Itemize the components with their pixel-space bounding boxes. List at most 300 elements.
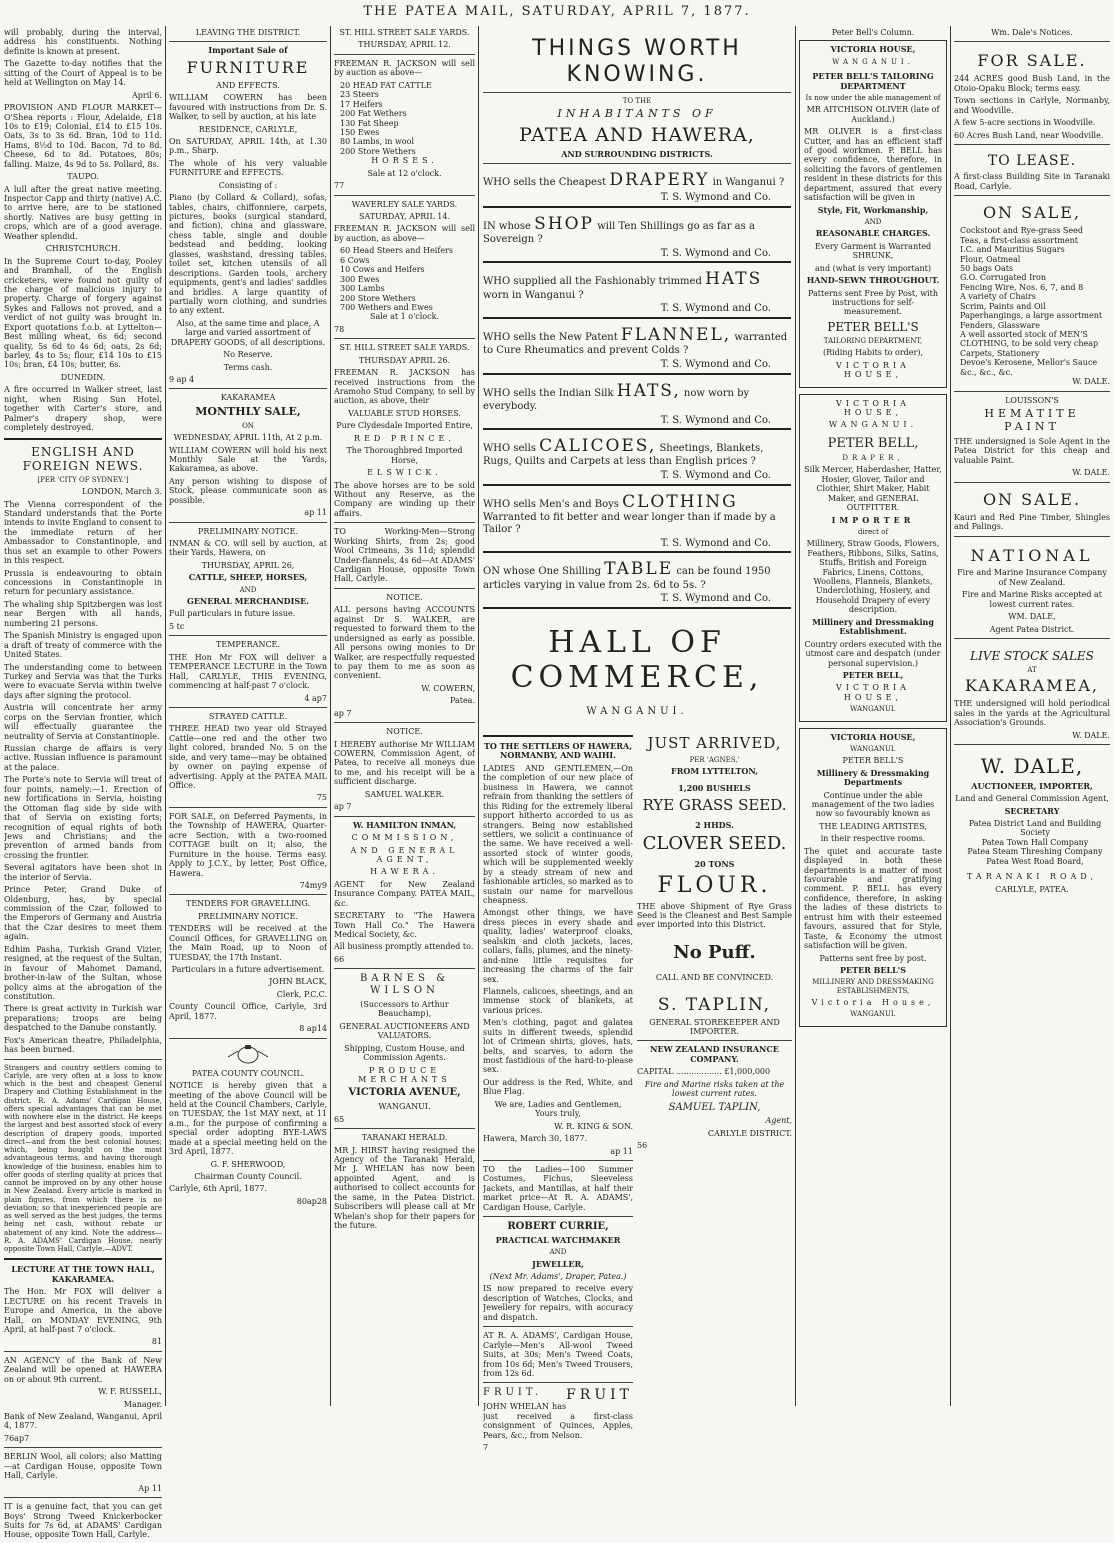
hhds-line: 2 HHDS. — [695, 819, 734, 830]
for-sale-heading: FOR SALE. — [977, 51, 1087, 71]
twk-patea-hawera: PATEA AND HAWERA, — [519, 124, 755, 147]
taplin-heading: S. TAPLIN, — [657, 994, 772, 1015]
gazette-notice: The Gazette to-day notifies that the sitting of the Court of Appeal is to be held at Wellington on May 14. — [4, 59, 162, 88]
stock-item: 200 Fat Wethers — [340, 109, 407, 119]
twk-keyword: HATS — [705, 269, 763, 290]
twk-question-tail: now worn by everybody. — [483, 387, 750, 412]
inman-agent: AGENT for New Zealand Insurance Company. PATEA MAIL, &c. — [334, 879, 475, 908]
on-sale-item: Teas, a first-class assortment — [960, 235, 1078, 245]
vh-place: WANGANUI. — [850, 1010, 896, 1019]
twk-question — [483, 381, 791, 413]
wdale-land: Land and General Commission Agent, — [955, 794, 1109, 804]
column-rule — [478, 26, 479, 1406]
news-list — [4, 500, 162, 1055]
ad-ref: 75 — [316, 793, 327, 803]
furniture-heading: FURNITURE — [186, 57, 310, 77]
on-sale-heading: ON SALE, — [982, 203, 1082, 223]
on-sale-item: I.C. and Mauritius Sugars — [960, 245, 1065, 255]
taupo-heading: TAUPO. — [67, 172, 99, 182]
stock-item: 200 Store Wethers — [340, 293, 416, 303]
ad-ref: 76ap7 — [4, 1433, 30, 1443]
tenders-particulars: Particulars in a future advertisement. — [171, 965, 325, 975]
column-rule — [165, 26, 166, 1406]
at-line: AT — [1027, 666, 1037, 675]
herald-heading: TARANAKI HERALD. — [361, 1133, 448, 1143]
tailor-dept: TAILORING DEPARTMENT, — [823, 336, 923, 345]
style-line: Style, Fit, Workmanship, — [817, 204, 929, 215]
hematite-text: THE undersigned is Sole Agent in the Patea District for this cheap and valuable Paint. — [954, 437, 1110, 465]
jackson-text: FREEMAN R. JACKSON has received instructions from the Aramoho Stud Company, to sell by auction, as above, their — [334, 368, 475, 406]
column-rule — [330, 26, 331, 1406]
leaving-heading: LEAVING THE DISTRICT. — [195, 28, 301, 37]
clover-line: CLOVER SEED. — [642, 832, 787, 854]
ad-ref: ap 11 — [304, 508, 327, 518]
particulars-line: Full particulars in future issue. — [169, 609, 296, 619]
twk-keyword: FLANNEL, — [620, 325, 732, 346]
sixty-line: 60 Acres Bush Land, near Woodville. — [954, 130, 1104, 140]
and-line: AND — [864, 218, 882, 227]
hall-of-commerce-heading: HALL OF COMMERCE, — [510, 625, 764, 696]
on-sale-item: Cockstoot and Rye-grass Seed — [960, 226, 1083, 236]
and-line: AND — [239, 585, 257, 594]
dunedin-heading: DUNEDIN. — [60, 372, 106, 382]
stock-item: 700 Wethers and Ewes — [340, 302, 433, 312]
settlers-paragraph: Flannels, calicoes, sheetings, and an immense stock of blankets, at various prices. — [483, 986, 633, 1015]
news-paragraph: The understanding come to between Turkey and Servia was that the Turks were to evacuate Servia within twelve days after signing the protocol. — [4, 662, 162, 700]
signature: W. COWERN, — [421, 683, 475, 693]
settlers-closing: We are, Ladies and Gentlemen, Yours truly, — [494, 1099, 622, 1119]
on-sale-2-heading: ON SALE. — [982, 489, 1082, 509]
victoria-house-box-3 — [799, 728, 947, 1027]
whelan-advert: JOHN WHELAN has just received a first-class consignment of Quinces, Apples, Pears, &c., from Nelson. — [483, 1402, 633, 1440]
twk-question-lead: ON whose One Shilling — [483, 566, 602, 578]
signature: W. DALE. — [1072, 468, 1110, 478]
from-line: FROM LYTTELTON, — [671, 765, 758, 776]
currie-text: IS now prepared to receive every description of Watches, Clocks, and Jewellery for repairs, with accuracy and dispatch. — [483, 1284, 633, 1322]
tenders-text: TENDERS will be received at the Council Offices, for GRAVELLING on the Main Road, up to Noon of TUESDAY, the 17th Instant. — [169, 924, 327, 962]
ad-ref: 4 ap7 — [304, 693, 327, 703]
barnes-produce: PRODUCE MERCHANTS — [358, 1065, 451, 1084]
bushels-line: 1,200 BUSHELS — [678, 783, 751, 794]
notice-heading: NOTICE. — [386, 727, 423, 737]
national-text: Fire and Marine Insurance Company of New Zealand. — [957, 568, 1107, 587]
twk-surrounding: AND SURROUNDING DISTRICTS. — [561, 148, 713, 159]
no-reserve: No Reserve. — [223, 350, 273, 360]
stock-item: 300 Lambs — [340, 284, 385, 294]
twk-answer: T. S. Wymond and Co. — [483, 538, 791, 554]
sale-date: SATURDAY, APRIL 14. — [358, 212, 451, 221]
terms-line: Terms cash. — [223, 362, 273, 372]
society-item: Patea District Land and Building Society — [968, 818, 1102, 838]
twk-answer: T. S. Wymond and Co. — [483, 192, 791, 208]
signature: G. F. SHERWOOD, — [210, 1159, 286, 1169]
news-paragraph: The Porte's note to Servia will treat of four points, namely:—1. Erection of new fortifications in Servia, hoisting the Ottoman flag side by side with that of Servia on existing forts; recognition of equal rights of both Jews and Christians; and the prevention of armed bands from crossing the frontier. — [4, 775, 162, 860]
currie-jeweller: JEWELLER, — [532, 1258, 584, 1269]
news-paragraph: Edhim Pasha, Turkish Grand Vizier, resigned, at the request of the Sultan, in favour of Mahomet Damand, brother-in-law of the Sultan, whose policy aims at the abrogation of the constitution. — [4, 944, 162, 1001]
leading-line: THE LEADING ARTISTES, — [819, 821, 927, 831]
column-peter-bell — [799, 28, 947, 1033]
sale-date: THURSDAY APRIL 26. — [358, 355, 451, 365]
tailoring-heading: PETER BELL'S TAILORING DEPARTMENT — [812, 71, 934, 91]
merchandise-line: GENERAL MERCHANDISE. — [187, 596, 309, 607]
prelim-heading: PRELIMINARY NOTICE. — [197, 911, 298, 921]
kakaramea-heading: KAKARAMEA, — [964, 676, 1100, 696]
signature: W. F. RUSSELL, — [98, 1387, 162, 1397]
sale-yards-heading: ST. HILL STREET SALE YARDS. — [339, 343, 470, 353]
signature-place: CARLYLE DISTRICT. — [707, 1128, 792, 1138]
twk-question-tail: Sheetings, Blankets, Rugs, Quilts and Carpets at less than English prices ? — [483, 443, 764, 468]
herald-notice: MR J. HIRST having resigned the Agency of the Taranaki Herald, Mr J. WHELAN has now been appointed Agent, and is authorised to collect accounts for the same, in the Patea District. Subscribers will please call at Mr Whelan's shop for their papers for the future. — [334, 1145, 475, 1231]
handsewn-line: HAND-SEWN THROUGHOUT. — [806, 275, 940, 286]
taplin-store: GENERAL STOREKEEPER AND IMPORTER. — [649, 1017, 780, 1037]
twk-list — [483, 170, 791, 609]
stock-item: 80 Lambs, in wool — [340, 137, 414, 147]
ladies-advert: TO the Ladies—100 Summer Costumes, Fichus, Sleeveless Jackets, and Mantillas, at half their market price—At R. A. ADAMS', Cardigan House, Carlyle. — [483, 1164, 633, 1212]
monthly-sale-heading: MONTHLY SALE, — [195, 404, 301, 418]
twk-question — [483, 325, 791, 357]
twk-question-tail: will Ten Shillings go as far as a Sovereign ? — [483, 220, 755, 245]
twk-to-the: TO THE — [622, 96, 652, 105]
ad-ref: 65 — [334, 1114, 345, 1124]
christchurch-heading: CHRISTCHURCH. — [45, 244, 121, 254]
on-sale-item: 50 bags Oats — [960, 263, 1014, 273]
barnes-auctioneers: GENERAL AUCTIONEERS AND VALUATORS. — [339, 1021, 470, 1041]
consisting-line: Consisting of : — [218, 180, 278, 190]
currie-heading: ROBERT CURRIE, — [507, 1221, 609, 1233]
call-line: CALL AND BE CONVINCED. — [655, 973, 774, 983]
also-line: Also, at the same time and place, A large and varied assortment of DRAPERY GOODS, of all descriptions. — [170, 318, 326, 347]
sale-date: THURSDAY, APRIL 12. — [358, 40, 451, 50]
signature: W. R. KING & SON. — [554, 1121, 633, 1131]
signature-title: Agent, — [765, 1116, 792, 1126]
twk-answer: T. S. Wymond and Co. — [483, 593, 791, 609]
twk-answer: T. S. Wymond and Co. — [483, 359, 791, 375]
twk-question-tail: in Wanganui ? — [712, 176, 785, 188]
barnes-successors: (Successors to Arthur Beauchamp), — [360, 999, 449, 1019]
hall-of-commerce-place: WANGANUI. — [586, 705, 688, 717]
sale-date: WEDNESDAY, APRIL 11th, At 2 p.m. — [173, 433, 323, 443]
twk-keyword: HATS, — [616, 380, 681, 401]
column-sales — [334, 28, 475, 1233]
horse-name: RED PRINCE. — [354, 433, 455, 443]
twk-question-tail: can be found 1950 articles varying in value from 2s. 6d to 5s. ? — [483, 566, 771, 591]
berlin-wool-advert: BERLIN Wool, all colors; also Matting —at Cardigan House, opposite Town Hall, Carlyle. — [4, 1452, 162, 1481]
sale-time: Sale at 1 o'clock. — [370, 312, 439, 322]
settlers-paragraph: LADIES AND GENTLEMEN,—On the completion of our new place of business in Hawera, we cannot refrain from thanking the settlers of this Riding for the extremely liberal support hitherto accorded to us as strangers. Being now established settlers, we solicit a continuance of the same. We have received a well-assorted stock of winter goods, which will be supplemented weekly by a steady stream of new and fashionable articles, so marked as to sustain our name for marvellous cheapness. — [483, 763, 633, 905]
vh-heading: VICTORIA HOUSE, — [830, 731, 916, 742]
wdale-auctioneer: AUCTIONEER, IMPORTER, — [971, 780, 1093, 791]
oliver-text: MR OLIVER is a first-class Cutter, and has an efficient staff of good workmen. P. BELL has every confidence, therefore, in soliciting the favors of gentlemen resident in these districts for this department, assured that every satisfaction will be given in — [804, 127, 942, 203]
stock-item: 130 Fat Sheep — [340, 118, 399, 128]
adams-advert: Strangers and country settlers coming to Carlyle, are very often at a loss to know which is the best and cheapest General Drapery and Clothing Establishment in the district. R. A. Adams' Cardigan House, offers special advantages that can be met with nowhere else in the district. He keeps the largest and best assorted stock of every description of drapery goods, imported direct—and from the best colonial houses; which, being bought on the most advantageous terms, and having thorough knowledge of the business, enables him to offer goods of sterling quality at prices that cannot be improved on by any other house in New Zealand. Every article is marked in plain figures, from which there is no deviation; so that inexperienced people are as well served as the best judges, the terms being net cash, without rebate or abatement of any kind. Note the address—R. A. ADAMS' Cardigan House, nearly opposite Town Hall, Carlyle.—ADVT. — [4, 1063, 162, 1254]
national-risks: Fire and Marine Risks accepted at lowest current rates. — [962, 590, 1102, 609]
md-heading: Millinery & Dressmaking Departments — [816, 767, 930, 788]
news-paragraph: Prussia is endeavouring to obtain concessions in Constantinople in return for pecuniary assistance. — [4, 568, 162, 597]
dunedin-report: A fire occurred in Walker street, last night, when Rising Sun Hotel, together with Carter's store, and Palmer's drapery shop, were completely destroyed. — [4, 385, 162, 433]
inman-sub: COMMISSION, — [351, 833, 458, 843]
news-paragraph: Fox's American theatre, Philadelphia, has been burned. — [4, 1035, 162, 1055]
cowern-text: WILLIAM COWERN will hold his next Monthly Sale at the Yards, Kakaramea, as above. — [169, 445, 327, 474]
settlers-paragraph: Amongst other things, we have dress pieces in every shade and quality, ladies' waterproof cloaks, sealskin and cloth jackets, laces, collars, falls, plumes, and the ninety-and-nine little requisites for increasing the charms of the fair sex. — [483, 908, 633, 984]
stock-item: 300 Ewes — [340, 274, 380, 284]
twk-question-lead: WHO sells the New Patent — [483, 332, 618, 344]
council-notice: NOTICE is hereby given that a meeting of the above Council will be held at the Council Chambers, Carlyle, on TUESDAY, the 1st MAY next, at 11 a.m., for the purpose of confirming a special order adopting BYE-LAWS made at a special meeting held on the 3rd April, 1877. — [169, 1081, 327, 1157]
column-auctions — [169, 28, 327, 1209]
pb-heading: PETER BELL'S — [827, 319, 919, 334]
pb-heading: PETER BELL'S — [842, 756, 904, 766]
news-paragraph: Prince Peter, Grand Duke of Oldenburg, has, by special commission of the Czar, followed to the Emperors of Germany and Austria that the Czar desires to meet them again. — [4, 885, 162, 942]
on-sale-list — [954, 226, 1110, 377]
draper-line: DRAPER, — [842, 454, 904, 463]
vh-heading: VICTORIA HOUSE, — [830, 44, 916, 55]
temperance-heading: TEMPERANCE. — [216, 640, 280, 650]
sale-date: THURSDAY, APRIL 26, — [201, 560, 295, 570]
patterns-line: Patterns sent free by post. — [819, 953, 927, 963]
peter-bell-column-header: Peter Bell's Column. — [831, 28, 915, 37]
temperance-text: THE Hon Mr FOX will deliver a TEMPERANCE LECTURE in the Town Hall, CARLYLE, THIS EVENING, commencing at half-past 7 o'clock. — [169, 652, 327, 691]
bank-date: Bank of New Zealand, Wanganui, April 4, 1877. — [4, 1412, 162, 1431]
signature-title: Manager. — [123, 1399, 162, 1409]
stock-item: 200 Store Wethers — [340, 146, 416, 156]
few-line: A few 5-acre sections in Woodville. — [954, 118, 1096, 128]
news-paragraph: The whaling ship Spitzbergen was lost near Bergen with all hands, numbering 21 persons. — [4, 599, 162, 628]
shipment-text: THE above Shipment of Rye Grass Seed is the Cleanest and Best Sample ever imported into this District. — [637, 901, 792, 930]
mgmt-line: Is now under the able management of — [805, 94, 941, 102]
twk-question-tail: warranted to Cure Rheumatics and prevent Colds ? — [483, 332, 788, 357]
ad-ref: ap 7 — [334, 802, 352, 812]
signature: SAMUEL WALKER. — [364, 789, 445, 799]
column-rule — [950, 26, 951, 1406]
wdale-road: TARANAKI ROAD, — [967, 872, 1097, 882]
quiet-text: The quiet and accurate taste displayed in both these departments is a matter of most favourable and gratifying comment. P. BELL has every confidence, therefore, in asking the ladies of these districts to entrust him with their esteemed favours, assured that for Style, Taste, & Economy the utmost satisfaction will be given. — [804, 846, 942, 951]
tweed-advert: AT R. A. ADAMS', Cardigan House, Carlyle—Men's All-wool Tweed Suits, at 30s; Men's Tweed Coats, from 10s 6d; Men's Tweed Trousers, from 12s 6d. — [483, 1331, 633, 1378]
effects-heading: AND EFFECTS. — [216, 80, 280, 90]
twk-title: THINGS WORTH KNOWING. — [532, 36, 742, 87]
stock-list — [334, 246, 475, 312]
just-arrived-heading: JUST ARRIVED, — [647, 735, 782, 752]
news-paragraph: There is great activity in Turkish war preparations; troops are being despatched to the Danube constantly. — [4, 1004, 162, 1033]
riding-line: (Riding Habits to order), — [822, 348, 924, 358]
ad-ref: Ap 11 — [138, 1483, 162, 1493]
stock-item: 150 Ewes — [340, 127, 380, 137]
twk-keyword: CLOTHING — [622, 492, 738, 513]
vh-line: Victoria House, — [811, 997, 935, 1007]
inman-business: All business promptly attended to. — [334, 942, 474, 952]
column-dale — [954, 28, 1110, 897]
boys-suits-advert: IT is a genuine fact, that you can get Boys' Strong Tweed Knickerbocker Suits for 7s 6d, at ADAMS' Cardigan House, opposite Town Hall, Carlyle. — [4, 1502, 162, 1540]
stock-item: 60 Head Steers and Heifers — [340, 246, 453, 256]
foreign-news-heading: ENGLISH AND FOREIGN NEWS. — [22, 444, 144, 473]
dateline: April 6. — [131, 90, 162, 100]
ad-ref: 56 — [637, 1141, 648, 1151]
twk-question — [483, 492, 791, 536]
news-paragraph: Russian charge de affairs is very active. Russian influence is paramount at the palace. — [4, 744, 162, 772]
horse-desc: Pure Clydesdale Imported Entire, — [336, 421, 473, 431]
twk-question — [483, 214, 791, 246]
prelim-heading: PRELIMINARY NOTICE. — [197, 526, 298, 536]
on-sale-item: Devoe's Kerosene, Mellor's Sauce &c., &c., &c. — [960, 358, 1098, 377]
vh-place: WANGANUI. — [832, 57, 914, 66]
twk-keyword: DRAPERY — [609, 169, 710, 190]
horse-desc: The Thoroughbred Imported Horse, — [346, 446, 463, 465]
tenders-heading: TENDERS FOR GRAVELLING. — [186, 899, 310, 909]
inman-place: HAWERA. — [370, 867, 439, 877]
twk-question-lead: WHO sells the Cheapest — [483, 176, 607, 188]
hematite-heading: HEMATITE PAINT — [984, 407, 1080, 434]
on-line: ON — [242, 421, 254, 430]
currie-address: (Next Mr. Adams', Draper, Patea.) — [489, 1272, 627, 1282]
flour-line: FLOUR. — [657, 872, 772, 898]
crest-icon — [223, 1043, 273, 1065]
wdale-place: CARLYLE, PATEA. — [995, 884, 1069, 894]
twk-question — [483, 170, 791, 190]
dale-column-header: Wm. Dale's Notices. — [991, 28, 1073, 37]
accounts-notice: ALL persons having ACCOUNTS against Dr S. WALKER, are requested to forward them to the undersigned as early as possible. All persons owing monies to Dr Walker, are respectfully requested to pay them to me as soon as convenient. — [334, 605, 475, 681]
cattle-line: CATTLE, SHEEP, HORSES, — [188, 572, 308, 583]
charges-line: REASONABLE CHARGES. — [815, 228, 931, 239]
inman-text: INMAN & CO. will sell by auction, at their Yards, Hawera, on — [169, 539, 327, 558]
victoria-house-box-1 — [799, 40, 947, 387]
lecture-notice: The Hon. Mr FOX will deliver a LECTURE on his recent Travels in Europe and America, in the above Hall, on MONDAY EVENING, 9th April, at half-past 7 o'clock. — [4, 1287, 162, 1334]
settlers-text — [483, 764, 633, 1097]
signature: W. DALE. — [1072, 377, 1110, 387]
oliver-line: MR AITCHISON OLIVER (late of Auckland.) — [806, 105, 940, 124]
importer-line: IMPORTER — [831, 514, 915, 525]
market-report: PROVISION AND FLOUR MARKET—O'Shea reports : Flour, Adelaide, £18 10s to £19; Colonial, £14 to £15 10s. Oats, 3s to 3s 6d. Bran, 10d to 11d. Hams, 8½d to 10d. Bacon, 7d to 8d. Cheese, 6d to 8d. Potatoes, 80s; falling. Maize, 4s 9d to 5s. Pollard, 8s. — [4, 103, 162, 169]
twk-question-lead: WHO sells — [483, 443, 536, 455]
cowern-text: WILLIAM COWERN has been favoured with instructions from Dr. S. Walker, to sell by auction, at his late — [169, 93, 327, 122]
society-item: Patea West Road Board, — [986, 856, 1084, 866]
vh-place: WANGANUI. — [850, 705, 896, 714]
signature-title: Clerk, P.C.C. — [276, 989, 327, 999]
hawera-sale-text: FOR SALE, on Deferred Payments, in the Township of HAWERA, Quarter-acre Section, with a two-roomed COTTAGE built on it; also, the Furniture in the house. Terms easy. Apply to J.C.Y., by letter, Post Office, Hawera. — [169, 811, 327, 878]
vh-heading: VICTORIA HOUSE, — [836, 398, 910, 417]
news-paragraph: The Spanish Ministry is engaged upon a draft of treaty of commerce with the United States. — [4, 631, 162, 660]
twk-keyword: CALICOES, — [539, 436, 657, 457]
ad-ref: 8 ap14 — [299, 1024, 327, 1034]
news-paragraph: Austria will concentrate her army corps on the Servian frontier, which will effectually guarantee the neutrality of Servia at Constantinople. — [4, 703, 162, 741]
twk-question-lead: IN whose — [483, 220, 531, 232]
stock-item: 20 HEAD FAT CATTLE — [340, 80, 432, 90]
rye-line: RYE GRASS SEED. — [642, 795, 787, 814]
and-line: AND — [549, 1248, 567, 1257]
settlers-paragraph: Our address is the Red, White, and Blue Flag. — [483, 1077, 633, 1097]
on-sale-item: Carpets, Stationery — [960, 348, 1040, 358]
council-office-date: County Council Office, Carlyle, 3rd April, 1877. — [169, 1002, 327, 1021]
rooms-line: in their respective rooms. — [820, 834, 926, 844]
stock-item: 10 Cows and Heifers — [340, 265, 425, 275]
signature-title: Chairman County Council. — [194, 1172, 302, 1182]
column-rule — [795, 26, 796, 1406]
bank-agency-notice: AN AGENCY of the Bank of New Zealand will be opened at HAWERA on or about 9th current. — [4, 1355, 162, 1384]
kakaramea-heading: KAKARAMEA — [220, 393, 276, 403]
ad-ref: 5 tc — [169, 621, 185, 631]
societies-list — [954, 819, 1110, 866]
twk-question-lead: WHO supplied all the Fashionably trimmed — [483, 276, 702, 288]
society-item: Patea Town Hall Company — [981, 837, 1089, 847]
towns-line: Town sections in Carlyle, Normanby, and Woodville. — [954, 96, 1110, 115]
signature: W. DALE. — [1072, 730, 1110, 740]
nzic-heading: NEW ZEALAND INSURANCE COMPANY. — [650, 1044, 779, 1064]
stock-list — [334, 81, 475, 157]
news-paragraph: The Vienna correspondent of the Standard understands that the Porte intends to invite England to consent to the immediate return of her Ambassador to Constantinople, and thus set an example to other Powers in this respect. — [4, 499, 162, 566]
kauri-line: Kauri and Red Pine Timber, Shingles and Palings. — [954, 512, 1110, 532]
barnes-shipping: Shipping, Custom House, and Commission Agents. — [344, 1043, 465, 1063]
on-sale-item: G.O. Corrugated Iron — [960, 273, 1047, 283]
twk-answer: T. S. Wymond and Co. — [483, 303, 791, 319]
signature: JOHN BLACK, — [269, 977, 327, 987]
nzic-fire: Fire and Marine risks taken at the lowest current rates. — [644, 1079, 785, 1099]
christchurch-report: In the Supreme Court to-day, Pooley and Bramhall, of the English cricketers, were found not guilty of the charge of malicious injury to property. Charge of forgery against Sykes and Fallows not proved, and a verdict of not guilty was brought in. Export quotations f.o.b. at Lyttelton—Best milling wheat, 6s 6d; second quality, 5s 6d to 4s 6d; oats, 2s 6d; barley, 4s to 5s; flour, £14 10s to £15 10s; bran, £4 10s; butter, 6s. — [4, 256, 162, 370]
working-men-advert: TO Working-Men—Strong Working Shirts, from 2s; good Wool Crimeans, 3s 11d; splendid Under-flannels, 4s 6d—At ADAMS' Cardigan House, opposite Town Hall, Carlyle. — [334, 527, 475, 584]
ad-ref: 78 — [334, 324, 345, 334]
twk-question-tail: worn in Wanganui ? — [483, 289, 584, 301]
wdale-secretary: SECRETARY — [1004, 805, 1060, 816]
stock-text: Any person wishing to dispose of Stock, please communicate soon as possible. — [169, 476, 327, 505]
kakaramea-text: THE undersigned will hold periodical sales in the yards at the Agricultural Association's Grounds. — [954, 699, 1110, 728]
fruit-heading-2: FRUIT — [566, 1387, 633, 1404]
sale-date: On SATURDAY, APRIL 14th, at 1.30 p.m., Sharp. — [169, 136, 327, 156]
acres-line: 244 ACRES good Bush Land, in the Otoio-Opaku Block; terms easy. — [954, 74, 1110, 93]
twk-question — [483, 436, 791, 468]
twk-question — [483, 269, 791, 301]
twk-question-lead: WHO sells Men's and Boys — [483, 499, 619, 511]
notice-heading: NOTICE. — [386, 592, 423, 602]
council-heading: PATEA COUNTY COUNCIL. — [191, 1068, 305, 1078]
settlers-date: Hawera, March 30, 1877. — [483, 1134, 588, 1144]
council-date: Carlyle, 6th April, 1877. — [169, 1184, 267, 1194]
taupo-report: A lull after the great native meeting. Inspector Capp and thirty (native) A.C. to arrive here, are to be stationed shortly. Natives are busy getting in crops, which are of a good average. Weather splendid. — [4, 184, 162, 241]
wdale-heading: W. DALE, — [980, 754, 1084, 779]
estab-line: MILLINERY AND DRESSMAKING ESTABLISHMENTS, — [812, 978, 934, 995]
on-sale-item: A variety of Chairs — [960, 292, 1036, 302]
no-puff-line: No Puff. — [673, 941, 756, 963]
column-things-worth-knowing — [483, 28, 791, 721]
waverley-heading: WAVERLEY SALE YARDS. — [351, 199, 458, 209]
sale-items: Piano (by Collard & Collard), sofas, tables, chairs, chiffonniere, carpets, pictures, books (surgical standard, and fiction), china and glassware, chess table, single and double bedstead and bedding, looking glasses, washstand, dressing tables, toilet set, kitchen utensils of all descriptions. Garden tools, archery equipments, gent's and ladies' saddles and bridles. A large quantity of partially worn clothing, and sundries to any extent. — [169, 193, 327, 316]
pb-line: PETER BELL, — [842, 669, 904, 680]
inman-sub: AND GENERAL AGENT, — [350, 845, 459, 864]
sale-text: The whole of his very valuable FURNITURE and EFFECTS. — [169, 158, 327, 178]
settlers-heading: TO THE SETTLERS OF HAWERA, NORMANBY, AND WAIHI. — [483, 741, 633, 761]
pb-line: PETER BELL'S — [840, 964, 906, 975]
on-sale-item: A well assorted stock of MEN'S CLOTHING, to be sold very cheap — [960, 330, 1099, 349]
ad-ref: 66 — [334, 954, 345, 964]
silk-line: Silk Mercer, Haberdasher, Hatter, Hosier, Glover, Tailor and Clothier, Shirt Maker, Habit Maker, and GENERAL OUTFITTER. — [804, 465, 942, 513]
goods-line: Millinery, Straw Goods, Flowers, Feathers, Ribbons, Silks, Satins, Stuffs, British and Foreign Fabrics, Linens, Cottons, Woollens, Flannels, Blankets, Underclothing, Hosiery, and Household Drapery of every description. — [806, 539, 940, 615]
barnes-avenue: VICTORIA AVENUE, — [348, 1087, 461, 1099]
news-intro: will probably, during the interval, address his constituents. Nothing definite is known at present. — [4, 28, 162, 56]
residence-line: RESIDENCE, CARLYLE, — [198, 124, 298, 134]
sale-subheading: Important Sale of — [208, 45, 288, 56]
signature: WM. DALE, — [1008, 612, 1056, 622]
barnes-heading: BARNES & WILSON — [359, 973, 450, 997]
twk-question-lead: WHO sells the Indian Silk — [483, 387, 614, 399]
lease-text: A first-class Building Site in Taranaki Road, Carlyle. — [954, 172, 1110, 191]
society-item: Patea Steam Threshing Company — [967, 847, 1103, 857]
settlers-paragraph: Men's clothing, pagot and galatea suits in different tweeds, splendid lot of Crimean shirts, gloves, hats, belts, and scarves, to adorn the most fastidious of the hard-to-please sex. — [483, 1018, 633, 1075]
twk-answer: T. S. Wymond and Co. — [483, 248, 791, 264]
direct-line: direct of — [858, 528, 888, 537]
ad-ref: 9 ap 4 — [169, 375, 195, 384]
ad-ref: 80ap28 — [296, 1196, 327, 1206]
live-stock-heading: LIVE STOCK SALES — [970, 649, 1094, 664]
column-settlers — [483, 730, 633, 1455]
on-sale-item: Fenders, Glassware — [960, 320, 1040, 330]
authorise-notice: I HEREBY authorise Mr WILLIAM COWERN, Commission Agent, of Patea, to receive all moneys due to me, and his receipt will be a sufficient discharge. — [334, 739, 475, 787]
nzic-capital: CAPITAL .................. £1,000,000 — [637, 1067, 771, 1077]
millinery-line: Millinery and Dressmaking Establishment. — [812, 616, 934, 637]
